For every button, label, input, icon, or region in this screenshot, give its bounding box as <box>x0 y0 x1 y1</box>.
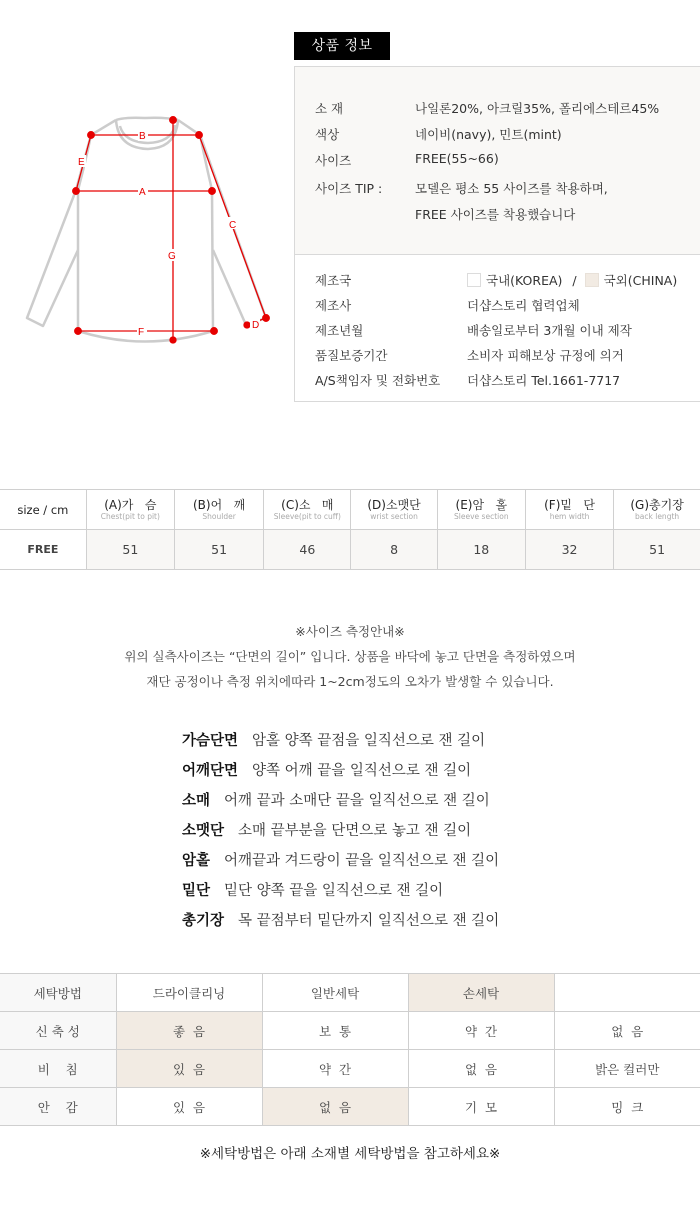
table-row <box>0 530 700 570</box>
definition-desc: 양쪽 어깨 끝을 일직선으로 잰 길이 <box>252 763 472 779</box>
lining-yes: 있 음 <box>116 1088 262 1126</box>
size-label: 사이즈 <box>315 153 352 168</box>
lining-mink: 밍 크 <box>554 1088 700 1126</box>
sheer-light-colors-only: 밝은 컬러만 <box>554 1050 700 1088</box>
value-chest: 51 <box>86 530 174 570</box>
stretch-good-selected: 좋 음 <box>116 1012 262 1050</box>
size-tip-label: 사이즈 TIP : <box>315 181 383 196</box>
value-hem: 32 <box>525 530 613 570</box>
stretch-normal: 보 통 <box>262 1012 408 1050</box>
label-d: D <box>252 320 260 331</box>
material-label: 소 재 <box>315 101 344 116</box>
lining-none-selected: 없 음 <box>262 1088 408 1126</box>
column-length <box>614 490 700 530</box>
definition-item <box>182 910 499 940</box>
checkbox-foreign-checked <box>585 273 599 287</box>
lining-brushed: 기 모 <box>408 1088 554 1126</box>
size-value: FREE(55~66) <box>415 151 499 166</box>
origin-label: 제조국 <box>315 273 352 288</box>
definition-item <box>182 760 499 790</box>
manufacturer-value: 더샵스토리 협력업체 <box>467 298 580 313</box>
normal-wash-cell: 일반세탁 <box>262 974 408 1012</box>
label-c: C <box>229 220 237 231</box>
color-label: 색상 <box>315 127 340 142</box>
checkbox-domestic <box>467 273 481 287</box>
definition-term: 어깨단면 <box>182 763 239 779</box>
as-contact-label: A/S책임자 및 전화번호 <box>315 373 441 388</box>
definition-desc: 어깨끝과 겨드랑이 끝을 일직선으로 잰 길이 <box>224 853 500 869</box>
column-label: (F)밑 단 <box>544 497 596 512</box>
value-shoulder: 51 <box>174 530 263 570</box>
definition-term: 소맷단 <box>182 823 225 839</box>
size-name: FREE <box>0 530 86 570</box>
sheer-header: 비 침 <box>0 1050 116 1088</box>
column-sublabel: Sleeve(pit to cuff) <box>273 511 341 521</box>
column-wrist <box>351 490 437 530</box>
value-wrist: 8 <box>351 530 437 570</box>
dry-cleaning-cell: 드라이클리닝 <box>116 974 262 1012</box>
origin-value <box>467 271 677 289</box>
size-table <box>0 489 700 570</box>
column-label: (E)암 홀 <box>455 497 508 512</box>
definition-term: 총기장 <box>182 913 225 929</box>
sheer-yes-selected: 있 음 <box>116 1050 262 1088</box>
stretch-slight: 약 간 <box>408 1012 554 1050</box>
measurement-definitions <box>182 730 499 940</box>
definition-desc: 목 끝점부터 밑단까지 일직선으로 잰 길이 <box>238 913 500 929</box>
manufacturer-label: 제조사 <box>315 298 352 313</box>
label-g: G <box>168 251 176 262</box>
product-info-title: 상품 정보 <box>294 32 390 60</box>
column-sublabel: back length <box>635 511 680 521</box>
origin-domestic: 국내(KOREA) <box>486 273 563 288</box>
product-spec-panel <box>295 67 700 255</box>
measure-guide-line1: 위의 실측사이즈는 “단면의 길이” 입니다. 상품을 바닥에 놓고 단면을 측정하였으며 <box>124 649 576 664</box>
definition-desc: 어깨 끝과 소매단 끝을 일직선으로 잰 길이 <box>224 793 490 809</box>
value-armhole: 18 <box>437 530 525 570</box>
definition-term: 소매 <box>182 793 211 809</box>
size-tip-line2: FREE 사이즈를 착용했습니다 <box>415 207 576 222</box>
stretch-header: 신 축 성 <box>0 1012 116 1050</box>
definition-desc: 밑단 양쪽 끝을 일직선으로 잰 길이 <box>224 883 444 899</box>
column-label: (A)가 슴 <box>104 497 157 512</box>
sweater-diagram-icon <box>0 100 290 350</box>
definition-term: 밑단 <box>182 883 211 899</box>
origin-separator: / <box>572 273 577 288</box>
definition-item <box>182 730 499 760</box>
measure-guide-title: ※사이즈 측정안내※ <box>295 624 405 639</box>
column-label: (B)어 깨 <box>192 497 246 512</box>
table-row <box>0 1050 700 1088</box>
as-contact-value: 더샵스토리 Tel.1661-7717 <box>467 373 621 388</box>
label-a: A <box>139 187 146 198</box>
sheer-none: 없 음 <box>408 1050 554 1088</box>
column-sleeve <box>264 490 351 530</box>
column-sublabel: hem width <box>549 511 590 521</box>
wash-care-table <box>0 973 700 1126</box>
label-e: E <box>78 157 85 168</box>
origin-foreign: 국외(CHINA) <box>603 273 678 288</box>
column-sublabel: wrist section <box>370 511 418 521</box>
table-row <box>0 1088 700 1126</box>
value-sleeve: 46 <box>264 530 351 570</box>
color-value: 네이비(navy), 민트(mint) <box>415 127 562 142</box>
column-sublabel: Chest(pit to pit) <box>100 511 160 521</box>
value-length: 51 <box>614 530 700 570</box>
size-unit-header: size / cm <box>0 490 86 530</box>
table-row <box>0 974 700 1012</box>
sheer-slight: 약 간 <box>262 1050 408 1088</box>
stretch-none: 없 음 <box>554 1012 700 1050</box>
definition-item <box>182 790 499 820</box>
manufacture-date-label: 제조년월 <box>315 323 364 338</box>
lining-header: 안 감 <box>0 1088 116 1126</box>
column-sublabel: Sleeve section <box>454 511 509 521</box>
definition-item <box>182 850 499 880</box>
definition-term: 가슴단면 <box>182 733 239 749</box>
definition-item <box>182 820 499 850</box>
empty-cell <box>554 974 700 1012</box>
column-armhole <box>437 490 525 530</box>
definition-item <box>182 880 499 910</box>
column-chest <box>86 490 174 530</box>
definition-desc: 암홀 양쪽 끝점을 일직선으로 잰 길이 <box>252 733 486 749</box>
table-row <box>0 1012 700 1050</box>
material-value: 나일론20%, 아크릴35%, 폴리에스테르45% <box>415 101 660 116</box>
size-tip-line1: 모델은 평소 55 사이즈를 착용하며, <box>415 181 608 196</box>
warranty-value: 소비자 피해보상 규정에 의거 <box>467 348 624 363</box>
hand-wash-cell-selected: 손세탁 <box>408 974 554 1012</box>
column-hem <box>525 490 613 530</box>
label-b: B <box>139 131 146 142</box>
warranty-label: 품질보증기간 <box>315 348 388 363</box>
wash-note: ※세탁방법은 아래 소재별 세탁방법을 참고하세요※ <box>199 1146 501 1162</box>
size-table-header <box>0 490 700 530</box>
manufacture-date-value: 배송일로부터 3개월 이내 제작 <box>467 323 632 338</box>
column-label: (D)소맷단 <box>367 497 421 512</box>
label-f: F <box>138 327 145 338</box>
definition-term: 암홀 <box>182 853 211 869</box>
column-label: (C)소 매 <box>281 497 334 512</box>
column-shoulder <box>174 490 263 530</box>
column-sublabel: Shoulder <box>202 511 236 521</box>
wash-method-header: 세탁방법 <box>0 974 116 1012</box>
product-info-box <box>294 66 700 402</box>
measure-guide-line2: 재단 공정이나 측정 위치에따라 1~2cm정도의 오차가 발생할 수 있습니다. <box>146 674 554 689</box>
column-label: (G)총기장 <box>630 497 684 512</box>
definition-desc: 소매 끝부분을 단면으로 놓고 잰 길이 <box>238 823 472 839</box>
garment-measurement-diagram <box>0 100 290 350</box>
